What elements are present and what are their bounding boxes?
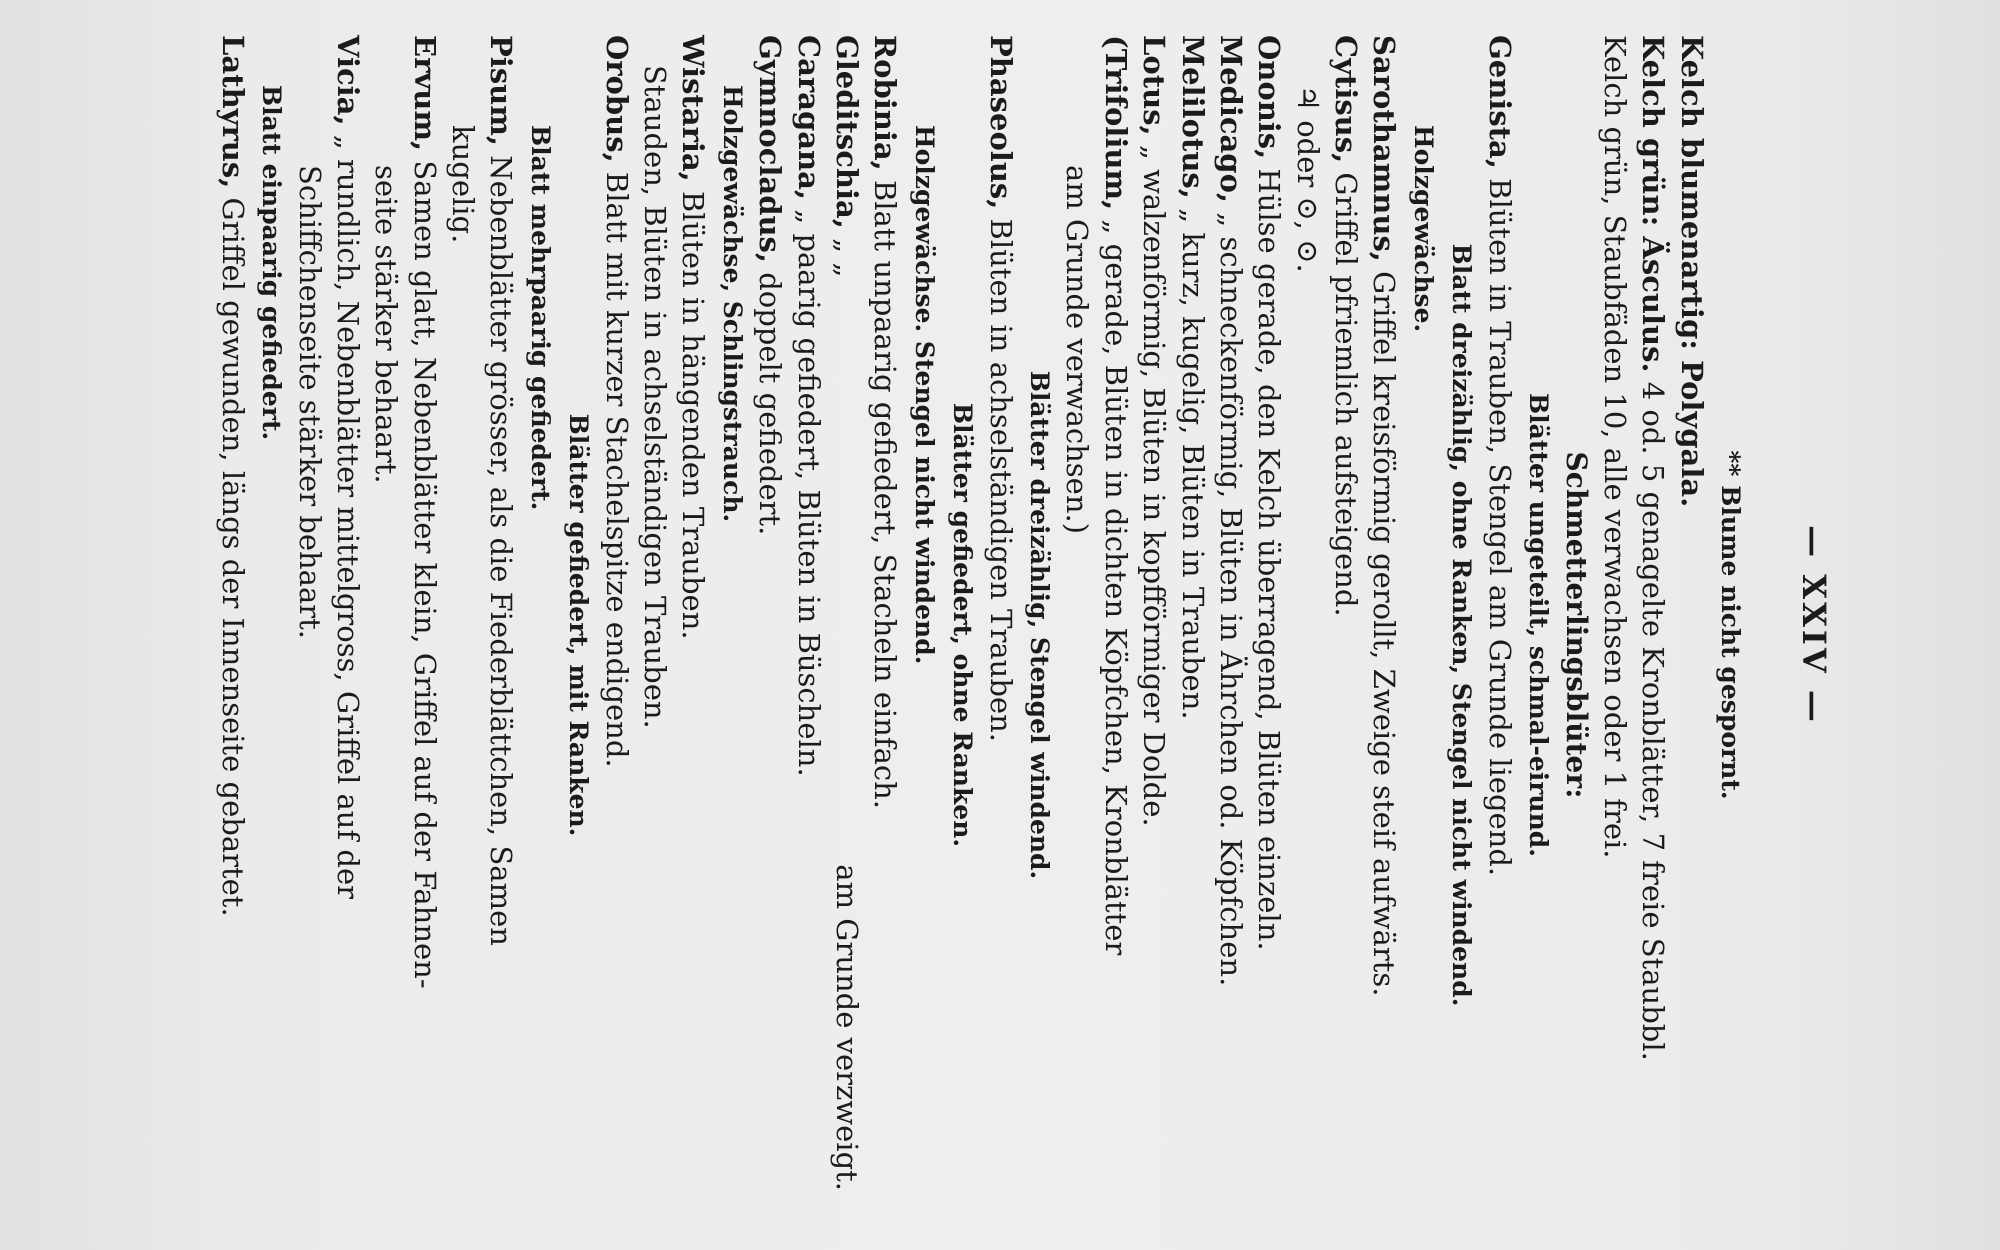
line-text: „ „ xyxy=(830,228,865,278)
text-line xyxy=(789,35,827,1215)
line-text: Nebenblätter grösser, als die Fiederblättchen, Samen xyxy=(484,146,519,946)
text-line xyxy=(981,35,1019,1215)
text-line xyxy=(1288,35,1326,1215)
line-text: Blätter dreizählig, Stengel windend. xyxy=(1024,370,1054,880)
line-text: „ gerade, Blüten in dichten Köpfchen, Kronblätter xyxy=(1098,210,1133,956)
text-line xyxy=(482,35,520,1215)
line-text-right: am Grunde verzweigt. xyxy=(830,864,865,1191)
text-line xyxy=(1403,35,1441,1215)
line-text: Holzgewächse. Stengel nicht windend. xyxy=(909,125,939,665)
genus-name: Genista, xyxy=(1482,35,1517,169)
line-text: Schiffchenseite stärker behaart. xyxy=(292,165,327,639)
line-text: „ rundlich, Nebenblätter mittelgross, Griffel auf der xyxy=(330,125,365,900)
line-text: Blatt einpaarig gefiedert. xyxy=(257,85,287,441)
line-text: Blüten in Trauben, Stengel am Grunde liegend. xyxy=(1482,168,1517,877)
genus-name: Ononis, xyxy=(1252,35,1287,160)
line-text: Blatt mehrpaarig gefiedert. xyxy=(525,125,555,511)
text-line xyxy=(943,35,981,1215)
text-line xyxy=(1327,35,1365,1215)
genus-name: Kelch grün: Äsculus. xyxy=(1636,35,1671,373)
line-text: Blatt unpaarig gefiedert, Stacheln einfach. xyxy=(868,170,903,810)
line-text: Blüten in hängenden Trauben. xyxy=(676,181,711,640)
text-line xyxy=(213,35,251,1215)
line-text: doppelt gefiedert. xyxy=(753,262,788,536)
book-page xyxy=(115,35,1885,1215)
line-text: kugelig. xyxy=(446,125,481,244)
genus-name: Wistaria, xyxy=(676,35,711,182)
page-number: — XXIV — xyxy=(1795,525,1833,725)
line-text: Blätter gefiedert, ohne Ranken. xyxy=(948,402,978,848)
line-text: Griffel kreisförmig gerollt, Zweige steif aufwärts. xyxy=(1367,261,1402,997)
genus-name: Lathyrus, xyxy=(215,35,250,189)
text-line xyxy=(444,35,482,1215)
text-line xyxy=(1212,35,1250,1215)
line-text: 4 od. 5 genagelte Kronblätter, 7 freie Staubbl. xyxy=(1636,372,1671,1061)
genus-name: Pisum, xyxy=(484,35,519,147)
text-line xyxy=(1595,35,1633,1215)
text-line xyxy=(1020,35,1058,1215)
line-text: Kelch grün, Staubfäden 10, alle verwachsen oder 1 frei. xyxy=(1597,35,1632,859)
text-line xyxy=(1365,35,1403,1215)
text-line xyxy=(904,35,942,1215)
line-text: Blätter ungeteilt, schmal-eirund. xyxy=(1524,393,1554,857)
line-text: Blatt dreizählig, ohne Ranken, Stengel nicht windend. xyxy=(1447,243,1477,1007)
genus-name: Cytisus, xyxy=(1329,35,1364,164)
genus-name: Gleditschia, xyxy=(830,35,865,229)
text-line xyxy=(636,35,674,1215)
line-text: Holzgewächse. xyxy=(1408,125,1438,333)
line-text: am Grunde verwachsen.) xyxy=(1060,165,1095,535)
genus-name: (Trifolium, xyxy=(1098,35,1133,211)
line-text: Griffel gewunden, längs der Innenseite gebartet. xyxy=(215,188,250,917)
text-line xyxy=(1519,35,1557,1215)
line-text: Schmetterlingsblüter: xyxy=(1560,451,1594,799)
text-line xyxy=(1442,35,1480,1215)
genus-name: Vicia, xyxy=(330,35,365,126)
genus-name: Ervum, xyxy=(407,35,442,152)
text-line xyxy=(290,35,328,1215)
genus-name: Orobus, xyxy=(599,35,634,163)
line-text: ♃ oder ⊙, ⊙. xyxy=(1290,85,1325,273)
text-line xyxy=(1672,35,1710,1215)
line-text: „ paarig gefiedert, Blüten in Büscheln. xyxy=(791,199,826,777)
text-line xyxy=(329,35,367,1215)
text-line xyxy=(751,35,789,1215)
genus-name: Lotus, xyxy=(1137,35,1172,136)
genus-name: Gymnocladus, xyxy=(753,35,788,263)
line-text: „ walzenförmig, Blüten in kopfförmiger Dolde. xyxy=(1137,135,1172,827)
text-line xyxy=(559,35,597,1215)
text-line xyxy=(597,35,635,1215)
text-line xyxy=(866,35,904,1215)
genus-name: Robinia, xyxy=(868,35,903,171)
text-line xyxy=(1135,35,1173,1215)
text-line xyxy=(1096,35,1134,1215)
text-line xyxy=(1173,35,1211,1215)
genus-name: Kelch blumenartig: Polygala. xyxy=(1674,35,1709,508)
text-block xyxy=(213,35,1749,1215)
text-line xyxy=(367,35,405,1215)
text-line xyxy=(405,35,443,1215)
line-text: Blüten in achselständigen Trauben. xyxy=(983,209,1018,742)
genus-name: Phaseolus, xyxy=(983,35,1018,210)
line-text: Blatt mit kurzer Stachelspitze endigend. xyxy=(599,162,634,768)
line-text: Holzgewächse, Schlingstrauch. xyxy=(717,85,747,523)
line-text: „ schneckenförmig, Blüten in Ährchen od. Köpfchen. xyxy=(1213,203,1248,987)
line-text: Griffel pfriemlich aufsteigend. xyxy=(1329,163,1364,617)
text-line xyxy=(1711,35,1749,1215)
text-line xyxy=(1557,35,1595,1215)
genus-name: Melilotus, xyxy=(1175,35,1210,199)
text-line xyxy=(712,35,750,1215)
genus-name: Sarothamnus, xyxy=(1367,35,1402,262)
line-text: seite stärker behaart. xyxy=(369,165,404,484)
line-text: ** Blume nicht gespornt. xyxy=(1716,450,1745,800)
line-text: „ kurz, kugelig, Blüten in Trauben. xyxy=(1175,198,1210,720)
line-text: Blätter gefiedert, mit Ranken. xyxy=(564,413,594,837)
text-line xyxy=(828,35,866,1215)
text-line xyxy=(674,35,712,1215)
text-line xyxy=(252,35,290,1215)
text-line xyxy=(1634,35,1672,1215)
text-line xyxy=(1250,35,1288,1215)
text-line xyxy=(1058,35,1096,1215)
genus-name: Caragana, xyxy=(791,35,826,200)
genus-name: Medicago, xyxy=(1213,35,1248,204)
line-text: Samen glatt, Nebenblätter klein, Griffel auf der Fahnen- xyxy=(407,151,442,989)
line-text: Hülse gerade, den Kelch überragend, Blüten einzeln. xyxy=(1252,159,1287,951)
text-line xyxy=(521,35,559,1215)
text-line xyxy=(1480,35,1518,1215)
line-text: Stauden, Blüten in achselständigen Trauben. xyxy=(638,65,673,729)
